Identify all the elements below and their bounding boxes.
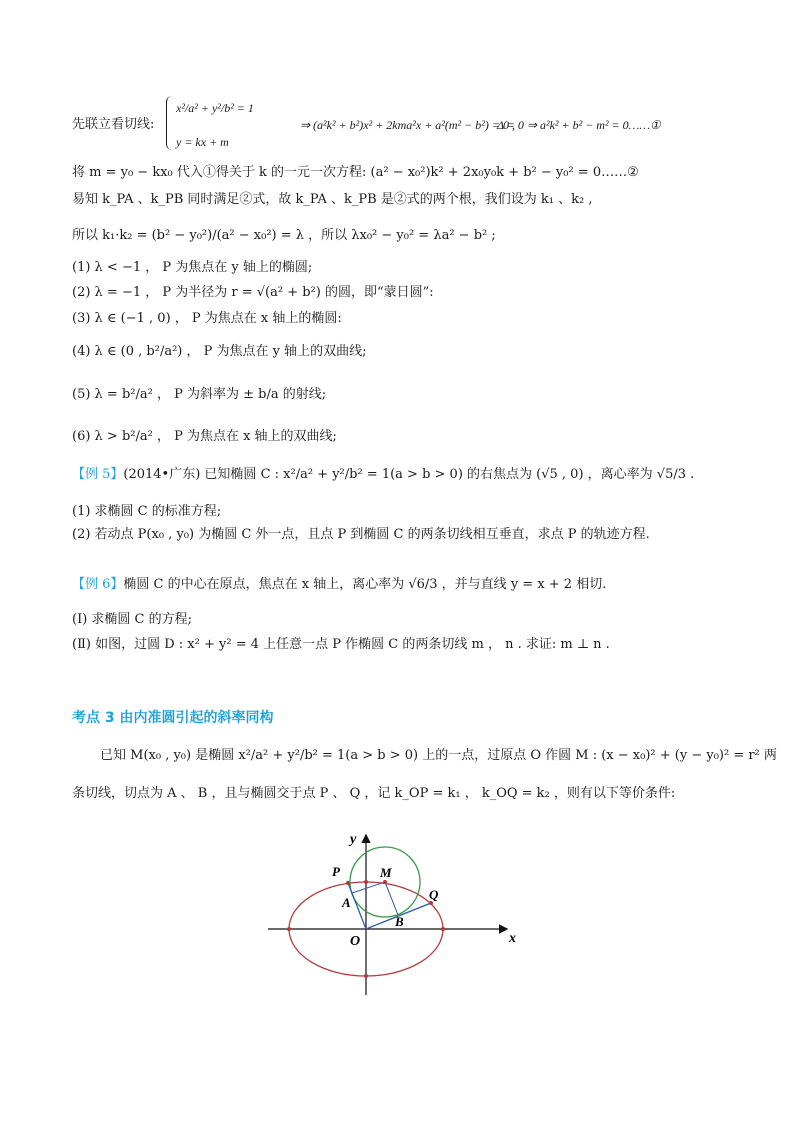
example-5-tag: 【例 5】: [72, 467, 124, 482]
label-q: Q: [429, 887, 439, 902]
case-6: (6) λ > b²/a² ， P 为焦点在 x 轴上的双曲线;: [72, 429, 337, 444]
label-a: A: [342, 895, 351, 910]
case-1: (1) λ < −1 ， P 为焦点在 y 轴上的椭圆;: [72, 260, 313, 275]
vertex-top-dot: [364, 880, 368, 884]
tangent-line-op: [348, 883, 366, 929]
example-6-question-2: (Ⅱ) 如图，过圆 D : x² + y² = 4 上任意一点 P 作椭圆 C 的两条切线 m ， n . 求证: m ⊥ n .: [72, 637, 610, 652]
intro-line-3: 易知 k_PA 、k_PB 同时满足②式，故 k_PA 、k_PB 是②式的两个根，我们设为 k₁ 、k₂ ,: [72, 192, 593, 207]
radius-mb: [385, 882, 398, 915]
vertex-left-dot: [287, 927, 291, 931]
intro-discriminant: Δ = 0 ⇒ a²k² + b² − m² = 0……①: [497, 118, 661, 132]
example-6-tag: 【例 6】: [72, 577, 124, 592]
label-m: M: [380, 865, 392, 880]
radius-ma: [352, 882, 385, 893]
section-3-paragraph-2: 条切线，切点为 A 、 B ，且与椭圆交于点 P 、 Q ，记 k_OP = k₁ ， k_OQ = k₂ ，则有以下等价条件:: [72, 786, 676, 801]
intro-line-2: 将 m = y₀ − kx₀ 代入①得关于 k 的一元一次方程: (a² − x₀²)k² + 2x₀y₀k + b² − y₀² = 0……②: [72, 165, 639, 180]
intro-line-4: 所以 k₁·k₂ = (b² − y₀²)/(a² − x₀²) = λ ，所以 λx₀² − y₀² = λa² − b² ;: [72, 228, 496, 243]
example-5-text: (2014•广东) 已知椭圆 C : x²/a² + y²/b² = 1(a > b > 0) 的右焦点为 (√5 , 0) ，离心率为 √5/3 .: [123, 467, 695, 482]
vertex-right-dot: [441, 927, 445, 931]
label-x: x: [509, 931, 516, 946]
example-6-question-1: (Ⅰ) 求椭圆 C 的方程;: [72, 612, 193, 627]
system-eq-ellipse: x²/a² + y²/b² = 1: [176, 101, 254, 115]
section-3-paragraph-1: 已知 M(x₀ , y₀) 是椭圆 x²/a² + y²/b² = 1(a > b > 0) 上的一点，过原点 O 作圆 M : (x − x₀)² + (y − y₀)² = r² 两: [100, 748, 777, 763]
system-eq-line: y = kx + m: [176, 135, 229, 149]
case-2: (2) λ = −1 ， P 为半径为 r = √(a² + b²) 的圆，即“蒙日圆”:: [72, 285, 434, 300]
case-5: (5) λ = b²/a² ， P 为斜率为 ± b/a 的射线;: [72, 387, 327, 402]
label-b: B: [395, 914, 404, 929]
case-4: (4) λ ∈ (0 , b²/a²) ， P 为焦点在 y 轴上的双曲线;: [72, 344, 367, 359]
point-p-dot: [346, 881, 350, 885]
case-3: (3) λ ∈ (−1 , 0) ， P 为焦点在 x 轴上的椭圆:: [72, 311, 342, 326]
example-5-question-1: (1) 求椭圆 C 的标准方程;: [72, 504, 222, 519]
label-p: P: [332, 864, 340, 879]
intro-substitution: ⇒ (a²k² + b²)x² + 2kma²x + a²(m² − b²) = 0 ,: [300, 118, 515, 132]
section-3-heading: 考点 3 由内准圆引起的斜率同构: [72, 710, 274, 726]
label-o: O: [350, 934, 361, 949]
example-6-text: 椭圆 C 的中心在原点，焦点在 x 轴上，离心率为 √6/3 ，并与直线 y = x + 2 相切.: [123, 577, 607, 592]
intro-prefix: 先联立看切线:: [72, 117, 155, 132]
vertex-bottom-dot: [364, 974, 368, 978]
example-5-question-2: (2) 若动点 P(x₀ , y₀) 为椭圆 C 外一点，且点 P 到椭圆 C 的两条切线相互垂直，求点 P 的轨迹方程.: [72, 527, 650, 542]
point-m-dot: [383, 880, 387, 884]
label-y: y: [350, 832, 357, 847]
